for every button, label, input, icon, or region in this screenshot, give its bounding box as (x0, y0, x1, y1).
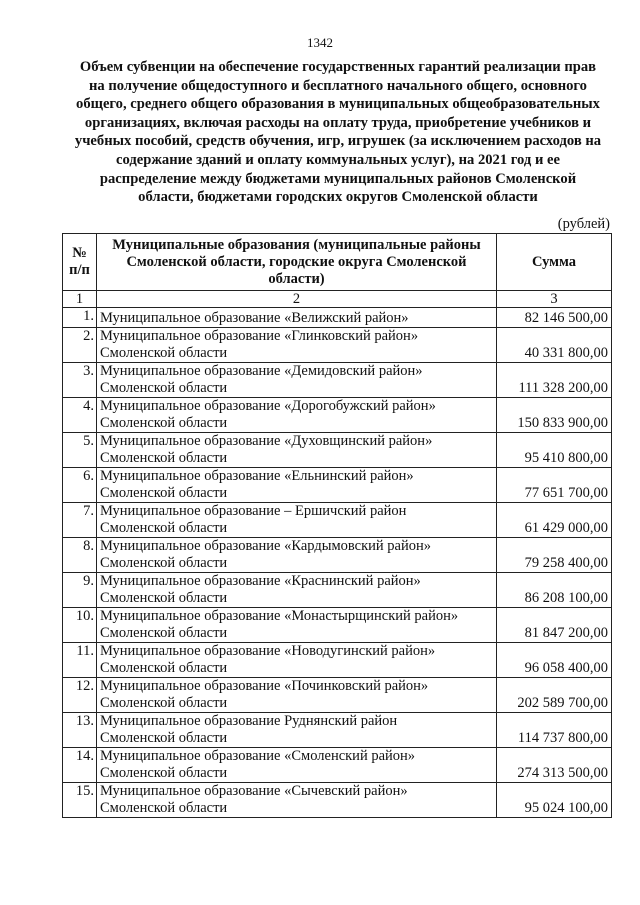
header-municipality-line: Смоленской области, городские округа Смоленской (126, 253, 467, 270)
row-number: 12. (63, 678, 97, 713)
row-number: 7. (63, 503, 97, 538)
municipality-name (97, 328, 497, 363)
amount: 61 429 000,00 (497, 503, 612, 538)
municipality-name-line: Смоленской области (100, 660, 228, 676)
municipality-name-line: Смоленской области (100, 555, 228, 571)
amount: 95 024 100,00 (497, 783, 612, 818)
table-header-row (63, 234, 612, 291)
municipality-name-line: Муниципальное образование «Духовщинский район» (100, 433, 433, 449)
municipality-name-line: Смоленской области (100, 520, 228, 536)
amount: 40 331 800,00 (497, 328, 612, 363)
row-number: 2. (63, 328, 97, 363)
municipality-name (97, 573, 497, 608)
units-label: (рублей) (557, 216, 610, 232)
row-number: 11. (63, 643, 97, 678)
amount: 114 737 800,00 (497, 713, 612, 748)
title-line: области, бюджетами городских округов Смоленской области (138, 189, 538, 206)
municipality-name (97, 538, 497, 573)
table-row (63, 573, 612, 608)
row-number: 8. (63, 538, 97, 573)
municipality-name-line: Муниципальное образование «Ельнинский район» (100, 468, 414, 484)
title-line: общего, среднего общего образования в муниципальных общеобразовательных (76, 96, 600, 113)
table-row (63, 713, 612, 748)
municipality-name-line: Муниципальное образование «Монастырщинский район» (100, 608, 459, 624)
header-municipality (97, 234, 497, 291)
table-body (63, 308, 612, 818)
municipality-name (97, 468, 497, 503)
table-row (63, 503, 612, 538)
title-line: содержание зданий и оплату коммунальных услуг), на 2021 год и ее (116, 151, 560, 168)
municipality-name-line: Смоленской области (100, 485, 228, 501)
header-number-line: № (72, 245, 87, 261)
municipality-name (97, 503, 497, 538)
row-number: 1. (63, 308, 97, 328)
municipality-name-line: Муниципальное образование «Дорогобужский район» (100, 398, 436, 414)
page-number: 1342 (307, 35, 333, 50)
municipality-name-line: Смоленской области (100, 415, 228, 431)
row-number: 15. (63, 783, 97, 818)
municipality-name-line: Смоленской области (100, 625, 228, 641)
municipality-name (97, 643, 497, 678)
column-number: 3 (497, 291, 612, 308)
municipality-name-line: Смоленской области (100, 765, 228, 781)
table-row (63, 328, 612, 363)
amount: 77 651 700,00 (497, 468, 612, 503)
municipality-name (97, 363, 497, 398)
row-number: 5. (63, 433, 97, 468)
municipality-name-line: Смоленской области (100, 450, 228, 466)
amount: 150 833 900,00 (497, 398, 612, 433)
table-row (63, 748, 612, 783)
row-number: 3. (63, 363, 97, 398)
column-number-row (63, 291, 612, 308)
municipality-name-line: Смоленской области (100, 345, 228, 361)
row-number: 14. (63, 748, 97, 783)
municipality-name-line: Муниципальное образование «Починковский район» (100, 678, 429, 694)
municipality-name-line: Муниципальное образование «Смоленский район» (100, 748, 416, 764)
municipality-name-line: Муниципальное образование Руднянский район (100, 713, 398, 729)
municipality-name-line: Муниципальное образование – Ершичский район (100, 503, 407, 519)
table-row (63, 308, 612, 328)
amount: 202 589 700,00 (497, 678, 612, 713)
amount: 79 258 400,00 (497, 538, 612, 573)
municipality-name-line: Смоленской области (100, 800, 228, 816)
header-number-line: п/п (69, 262, 90, 278)
row-number: 4. (63, 398, 97, 433)
municipality-name-line: Смоленской области (100, 695, 228, 711)
municipality-name (97, 783, 497, 818)
table-row (63, 398, 612, 433)
header-number (63, 234, 97, 291)
table-row (63, 783, 612, 818)
title-line: организациях, включая расходы на оплату труда, приобретение учебников и (84, 114, 592, 131)
table-row (63, 538, 612, 573)
row-number: 13. (63, 713, 97, 748)
table-row (63, 643, 612, 678)
row-number: 10. (63, 608, 97, 643)
municipality-name (97, 433, 497, 468)
amount: 274 313 500,00 (497, 748, 612, 783)
header-municipality-line: Муниципальные образования (муниципальные районы (112, 236, 481, 253)
municipality-name-line: Муниципальное образование «Новодугинский район» (100, 643, 436, 659)
table-row (63, 608, 612, 643)
amount: 96 058 400,00 (497, 643, 612, 678)
municipality-name-line: Муниципальное образование «Глинковский район» (100, 328, 419, 344)
amount: 86 208 100,00 (497, 573, 612, 608)
municipality-name (97, 608, 497, 643)
header-municipality-line: области) (268, 270, 325, 287)
document-title (60, 58, 616, 207)
municipality-name-line: Муниципальное образование «Краснинский район» (100, 573, 421, 589)
municipality-name-line: Муниципальное образование «Сычевский район» (100, 783, 408, 799)
municipality-name-line: Муниципальное образование «Кардымовский район» (100, 538, 431, 554)
row-number: 6. (63, 468, 97, 503)
municipality-name-line: Муниципальное образование «Демидовский район» (100, 363, 423, 379)
allocation-table (62, 233, 612, 818)
table-row (63, 433, 612, 468)
column-number: 2 (97, 291, 497, 308)
title-line: Объем субвенции на обеспечение государственных гарантий реализации прав (79, 59, 597, 75)
municipality-name (97, 713, 497, 748)
amount: 81 847 200,00 (497, 608, 612, 643)
table-row (63, 363, 612, 398)
header-sum: Сумма (497, 234, 612, 291)
table-row (63, 468, 612, 503)
title-line: распределение между бюджетами муниципальных районов Смоленской (99, 170, 577, 187)
table-row (63, 678, 612, 713)
municipality-name-line: Смоленской области (100, 590, 228, 606)
row-number: 9. (63, 573, 97, 608)
title-line: учебных пособий, средств обучения, игр, игрушек (за исключением расходов на (74, 133, 602, 150)
municipality-name (97, 678, 497, 713)
amount: 95 410 800,00 (497, 433, 612, 468)
municipality-name (97, 308, 497, 328)
municipality-name-line: Муниципальное образование «Велижский район» (100, 310, 409, 326)
municipality-name (97, 748, 497, 783)
municipality-name-line: Смоленской области (100, 730, 228, 746)
amount: 111 328 200,00 (497, 363, 612, 398)
title-line: на получение общедоступного и бесплатного начального общего, основного (89, 77, 587, 94)
amount: 82 146 500,00 (497, 308, 612, 328)
municipality-name-line: Смоленской области (100, 380, 228, 396)
municipality-name (97, 398, 497, 433)
column-number: 1 (63, 291, 97, 308)
